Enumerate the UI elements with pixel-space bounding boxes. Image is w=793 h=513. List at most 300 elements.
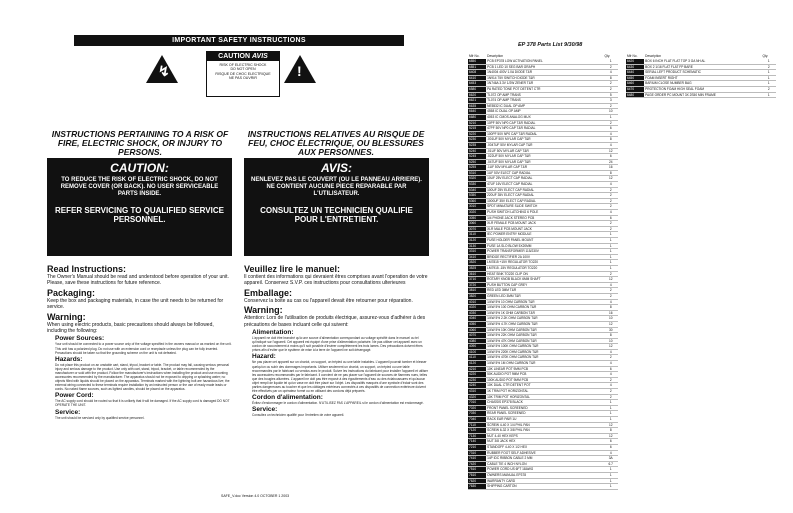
part-description: 1K TRIM POT HORIZONTAL [486,389,603,395]
part-quantity: 4 [603,142,618,148]
part-quantity: 6 [603,444,618,450]
part-number: 7410 [468,456,486,462]
part-number: 3070 [468,226,486,232]
part-number: 4210 [468,366,486,372]
table-row [468,484,618,490]
part-description: 10UF 25V ELECT CAP RADIAL [486,176,603,182]
part-number: 4010 [468,299,486,305]
part-description: PUSH SWITCH LATCHING 6 POLE [486,210,603,216]
part-quantity: 1 [761,92,776,98]
part-quantity: 2 [603,293,618,299]
part-number: 6480 [626,92,644,98]
part-description: PCB EP378 LOW ACTIVATION PANEL [486,59,603,64]
part-number: 4070 [468,333,486,339]
part-number: 6620 [468,92,486,98]
caution-label [206,51,280,97]
part-number: 6621 [468,98,486,104]
part-number: 4320 [468,394,486,400]
caution-label-line: RISK OF ELECTRIC SHOCK [219,63,267,67]
caution-label-head: CAUTION [218,53,251,60]
part-description: WARRANTY CARD [486,478,603,484]
part-quantity: 1 [603,478,618,484]
cord-title-fr: Cordon d'alimentation: [252,394,323,402]
part-quantity: 2 [603,377,618,383]
part-number: 7130 [468,433,486,439]
part-quantity: 4 [603,372,618,378]
part-number: 4040 [468,316,486,322]
part-quantity: 1 [603,484,618,490]
lightning-warning-icon: ↯ [146,55,178,83]
part-description: 1N914 75V SWITCH DIODE T&R [486,75,603,81]
avis-box-title: AVIS: [320,161,353,175]
part-number: 5310 [468,170,486,176]
part-quantity: 1 [603,265,618,271]
read-text: The Owner's Manual should be read and understood before operation of your unit. Please, save these instructions for future reference. [47,274,229,287]
hazards-title-fr: Hazard: [252,353,276,361]
part-number: 6851 [468,64,486,70]
parts-table-right [626,54,776,98]
part-number: 6408 [468,70,486,76]
part-description: FOAM INSERT RIGHT [644,75,761,81]
part-description: 1/4W 5% 2.2K OHM CARBON T&R [486,316,603,322]
part-number: 3610 [468,271,486,277]
part-description: 1/4W 5% 1K OHM CARBON T&R [486,310,603,316]
part-quantity: 4 [603,383,618,389]
part-description: PCB 1 LED 10 SEG BAR GRAPH [486,64,603,70]
part-number: 7210 [468,444,486,450]
part-description: 10K DUAL CTR DETENT POT [486,383,603,389]
cord-text: The AC supply cord should be routed so that it is unlikely that it will be damaged. If the AC supply cord is damaged DO NOT OPERATE THE UNIT. [55,399,230,408]
part-quantity: 2 [603,64,618,70]
parts-list-title: EP 378 Parts List 9/30/98 [518,42,583,48]
part-description: 1/4W 5% 470K OHM CARBON T&R [486,355,603,361]
part-quantity: 4 [603,182,618,188]
part-description: PAGE ORDER PC MOUNT 3X 2S50 MIN FRAME [644,92,761,98]
part-description: 1N746A 3.3V 1/2W ZENER T&R [486,81,603,87]
part-quantity: 1 [761,75,776,81]
part-quantity: 2 [603,187,618,193]
part-description: CABLE TIE 4 INCH NYLON [486,461,603,467]
part-quantity: 4 [603,349,618,355]
part-description: POWER CORD US 6FT 18AWG [486,467,603,473]
part-quantity: 1 [603,243,618,249]
part-quantity: 1 [603,114,618,120]
part-quantity: 1 [603,417,618,423]
part-number: 3130 [468,243,486,249]
part-quantity: 8 [603,305,618,311]
part-number: 3020 [468,210,486,216]
part-number: 4050 [468,321,486,327]
part-number: 6460 [626,81,644,87]
part-quantity: 2 [603,288,618,294]
part-number: 3120 [468,238,486,244]
part-description: 4558 IC DUAL OP AMP [486,109,603,115]
avis-box-text: NENLEVEZ PAS LE COUVERT (OU LE PANNEAU ARRIERE). NE CONTIENT AUCUNE PIECE REPARABLE PAR L'UTILISATEUR. [251,177,422,197]
part-quantity: 6 [603,215,618,221]
read-title: Read Instructions: [47,264,127,274]
part-description: STANDOFF 4-40 X 1/2 HEX [486,444,603,450]
part-description: 220UF 35V ELECT CAP RADIAL [486,193,603,199]
part-description: SPDT MINIATURE SLIDE SWITCH [486,204,603,210]
part-quantity: 1 [761,81,776,87]
part-number: 3310 [468,249,486,255]
hazards-text-fr: Ne pas placer cet appareil sur un chariot, un support, un trépied ou une table instables. L'appareil pourrait tomber et blesser quelqu'un ou subir des dommages importants. Utiliser seulement un chariot, un support, un trépied ou une table recommandés par le fabricant ou vendus avec le produit. Suivre les instructions du fabricant pour installer l'appareil et utiliser les accessoires recommandés par le fabricant. Il convient de ne pas placer sur l'appareil de sources de flammes nues, telles que des bougies allumées. L'appareil ne doit pas être exposé à des égouttements d'eau ou des éclaboussures et qu'aucun objet rempli de liquide tel qu'un vase ne doit être placé sur l'objet. Les dispositifs marqués d'une symbole d'éclair sont des parties dangereuses au toucher et que les câblages extérieurs connectés à ces dispositifs de connection extérieure doivent être effectivés par un opérateur formé ou en utilisant des cordons déjà préparés. [252,360,429,394]
part-description: RED LED 3MM T&R [486,288,603,294]
part-quantity: 8 [603,333,618,339]
part-number: 7610 [468,472,486,478]
part-description: 14P IDC RIBBON CABLE 2 MM [486,456,603,462]
warning-title-en: INSTRUCTIONS PERTAINING TO A RISK OF FIRE, ELECTRIC SHOCK, OR INJURY TO PERSONS. [51,129,229,157]
part-number: 7030 [468,411,486,417]
part-description: 1/4W 5% 4.7K OHM CARBON T&R [486,321,603,327]
part-number: 6430 [626,64,644,70]
part-number: 6420 [626,59,644,64]
caution-label-head-fr: AVIS [252,53,268,60]
header-pn: Mfr No. [469,54,480,58]
part-quantity: 8 [603,170,618,176]
read-title-fr: Veuillez lire le manuel: [244,264,341,274]
part-number: 3720 [468,282,486,288]
part-quantity: 24 [603,159,618,165]
part-description: 10K LINEAR POT 9MM PCB [486,366,603,372]
part-description: 47UF 16V ELECT CAP RADIAL [486,182,603,188]
part-description: 100K AUDIO POT 9MM PCB [486,377,603,383]
part-number: 7010 [468,400,486,406]
caution-box [47,158,232,256]
part-quantity: 1 [603,238,618,244]
part-quantity: 2 [603,86,618,92]
part-quantity: 4 [603,361,618,367]
part-description: CHASSIS EP378 BLACK [486,400,603,406]
part-number: 3810 [468,288,486,294]
part-number: 6450 [626,75,644,81]
service-text: The unit should be serviced only by qualified service personnel. [55,415,145,420]
part-description: XLR MALE PCB MOUNT JACK [486,226,603,232]
part-quantity: 4 [603,299,618,305]
part-description: TL074 OP AMP TRANS [486,98,603,104]
part-description: 1N4004 400V 1.0A DIODE T&R [486,70,603,76]
warning-title-fr: INSTRUCTIONS RELATIVES AU RISQUE DE FEU, CHOC ÉLECTRIQUE, OU BLESSURES AUX PERSONNES. [247,129,425,157]
part-number: 6410 [468,75,486,81]
service-title: Service: [55,408,81,416]
packaging-title-fr: Emballage: [244,287,293,298]
part-number: 6635 [468,103,486,109]
part-description: LM7915 -15V REGULATOR TO220 [486,265,603,271]
part-number: 7620 [468,478,486,484]
caution-box-title: CAUTION: [110,161,169,175]
part-description: BARIUM CLOSE NUMBER BAG [644,81,761,87]
part-number: 6580 [468,86,486,92]
part-description: 1UF 50V ELECT CAP RADIAL [486,170,603,176]
part-description: FRONT PANEL SCREENED [486,405,603,411]
part-description: 4053 IC CMOS ANALOG MUX [486,114,603,120]
part-number: 5330 [468,182,486,188]
part-number: 5210 [468,120,486,126]
part-number: 5350 [468,193,486,199]
part-number: 7630 [468,484,486,490]
part-quantity: 2 [603,355,618,361]
part-quantity: 10 [603,109,618,115]
part-quantity: 1 [603,467,618,473]
part-quantity: 12 [603,321,618,327]
part-quantity: 12 [603,433,618,439]
caution-box-text: TO REDUCE THE RISK OF ELECTRIC SHOCK, DO NOT REMOVE COVER (OR BACK). NO USER SERVICEABLE PARTS INSIDE. [60,177,219,197]
part-quantity: 1 [761,59,776,64]
header-qty: Qty. [604,54,611,58]
part-description: .022UF 50V MYLAR CAP T&R [486,154,603,160]
part-number: 7110 [468,422,486,428]
part-quantity: 2 [603,221,618,227]
part-description: XLR FEMALE PCB MOUNT JACK [486,221,603,227]
part-number: 4090 [468,344,486,350]
part-description: .047UF 50V MYLAR CAP T&R [486,159,603,165]
part-description: BOX 2 1/16 FLAT FLAT FP BARE [644,64,761,70]
part-quantity: 12 [603,344,618,350]
english-instructions [47,264,232,420]
power-title: Power Sources: [55,335,105,343]
part-description: .001UF 50V MYLAR CAP T&R [486,137,603,143]
packaging-text-fr: Conservez la boite au cas ou l'appareil devait être retourner pour réparation. [244,297,413,304]
parts-list-page [468,30,780,500]
read-text-fr: Il contient des informations qui devraient êtres comprises avant l'operation de votre appareil. Conservez S.V.P. ces instructions pour consultations ulterieures [244,274,428,287]
part-quantity: 1 [603,59,618,64]
power-text-fr: L'appareil ne doit être branché qu'à une source d'alimentation correspondant au voltage spécifié dans le manuel ou tel qu'indiqué sur l'appareil. Cet appareil est équipé d'une prise d'alimentation polarisée. Ne pas utiliser cet appareil avec un cordon de raccordement à moins qu'il soit possible d'insérer complètement les trois lames. Des précautions doivent êtres prises afin d'eviter que le système de mise à la terre de l'appareil ne soit désengagé. [252,336,423,353]
part-number: 3410 [468,254,486,260]
part-quantity: 6 [603,154,618,160]
part-number: 5215 [468,126,486,132]
part-description: FUSE HOLDER PANEL MOUNT [486,238,603,244]
caution-label-line: DO NOT OPEN [230,67,256,72]
part-quantity: 1 [603,232,618,238]
part-quantity: 2 [603,193,618,199]
part-number: 6640 [468,109,486,115]
part-quantity: 6 [603,366,618,372]
part-description: PROTECTION FOAM HIGH SEAL FOAM [644,86,761,92]
part-quantity: 16 [603,310,618,316]
part-number: 3820 [468,293,486,299]
part-description: TL072 OP AMP TRANS [486,92,603,98]
part-number: 4240 [468,383,486,389]
part-number: 4220 [468,372,486,378]
part-description: 10K TRIM POT HORIZONTAL [486,394,603,400]
part-description: 1/4W 5% 1M OHM CARBON T&R [486,361,603,367]
part-quantity: 2 [603,204,618,210]
warning-title: Warning: [47,311,86,322]
hazards-text: Do not place this product on an unstable cart, stand, tripod, bracket or table. The product may fall, causing serious personal injury and serious damage to the product. Use only with cart, stand, tripod, bracket, or table recommended by the manufacturer or sold with the product. Follow the manufacturer's instructions when installing the product and use mounting accessories recommended by the manufacturer. The apparatus should not be exposed to dripping or splashing water; no objects filled with liquids should be placed on the apparatus. Terminals marked with the lightning bolt are hazardous live; the external wiring connected to these terminals require installation by an instructed person or the use of ready made leads or cords. No naked flame sources, such as lighted candles, should be placed on the apparatus. [55,362,230,392]
part-quantity: 1 [603,411,618,417]
part-description: RUBBER FOOT SELF ADHESIVE [486,450,603,456]
part-description: 100UF 25V ELECT CAP RADIAL [486,187,603,193]
part-description: PUSH BUTTON CAP GREY [486,282,603,288]
part-description: 50K AUDIO POT 9MM PCB [486,372,603,378]
part-description: SCREW 4-40 X 1/4 PHIL PAN [486,422,603,428]
part-quantity: 4 [603,131,618,137]
part-quantity: 3A [603,456,618,462]
part-number: 6440 [626,70,644,76]
part-quantity: 5 [603,92,618,98]
part-quantity: 6 [603,439,618,445]
part-quantity: 2 [761,86,776,92]
part-number: 3060 [468,221,486,227]
part-quantity: 1 [761,70,776,76]
part-description: NUT 4-40 HEX KEPS [486,433,603,439]
part-description: 1/4 PHONE JACK STEREO PCB [486,215,603,221]
header-desc: Description [487,54,504,58]
part-description: SERIAL LEFT PRODUCT SCHEMATIC [644,70,761,76]
part-number: 3710 [468,277,486,283]
part-description: 1000UF 35V ELECT CAP RADIAL [486,198,603,204]
avis-box-refer: CONSULTEZ UN TECHNICIEN QUALIFIE POUR L'ENTRETIENT. [260,206,413,224]
part-quantity: 10 [603,338,618,344]
part-quantity: 4 [603,282,618,288]
part-description: 1/4W 5% 47K OHM CARBON T&R [486,338,603,344]
part-description: .01UF 50V MYLAR CAP T&R [486,148,603,154]
part-description: .1UF 50V MYLAR CAP T&R [486,165,603,171]
part-number: 3520 [468,260,486,266]
table-row [626,92,776,98]
part-quantity: 12 [603,422,618,428]
part-number: 7510 [468,467,486,473]
part-number: 4020 [468,305,486,311]
part-quantity: 1 [603,249,618,255]
part-number: 4230 [468,377,486,383]
part-number: 4120 [468,361,486,367]
header-qty: Qty. [762,54,769,58]
page-footer: SAFE_V.doc Version 4.0 OCTOBER 1 2003 [221,494,290,498]
part-quantity: 1 [603,260,618,266]
part-number: 6453 [468,81,486,87]
part-description: .0047UF 50V MYLAR CAP T&R [486,142,603,148]
parts-table-left [468,54,618,490]
part-number: 3525 [468,265,486,271]
part-quantity: 1 [603,472,618,478]
part-description: SCREW 6-32 X 3/8 PHIL PAN [486,428,603,434]
warning-title-fr: Warning: [244,305,283,316]
caution-box-refer: REFER SERVICING TO QUALIFIED SERVICE PERSONNEL. [55,206,224,224]
part-number: 5220 [468,131,486,137]
part-quantity: 2 [603,81,618,87]
packaging-title: Packaging: [47,287,96,298]
part-description: 1/4W 5% 10K OHM CARBON T&R [486,327,603,333]
part-description: PA RATED TONE POT DETENT CTR [486,86,603,92]
part-quantity: 16 [603,165,618,171]
part-description: 1/4W 5% 100 OHM CARBON T&R [486,305,603,311]
part-quantity: 1 [603,254,618,260]
part-quantity: 4 [603,450,618,456]
part-description: FUSE 1A SLO BLOW 5X20MM [486,243,603,249]
safety-instructions-page [41,30,437,500]
part-quantity: 8 [603,75,618,81]
part-number: 5250 [468,159,486,165]
part-number: 5240 [468,148,486,154]
part-number: 7120 [468,428,486,434]
part-description: HEAT SINK TO220 CLIP ON [486,271,603,277]
part-number: 4100 [468,349,486,355]
part-number: 3110 [468,232,486,238]
power-text: Your unit should be connected to a power source only of the voltage specified in the owners manual or as marked on the unit. This unit has a polarized plug. Do not use with an extension cord or receptacle unless the plug can be fully inserted. Precautions should be taken so that the grounding scheme on the unit is not defeated. [55,342,232,355]
warning-icons-row [41,51,437,103]
cord-text-fr: Évitez d'endommager le cordon d'alimentation. N'UTILISEZ PAS L'APPAREIL si le cordon d'alimentation est endommagé. [252,401,424,406]
part-description: 1/4W 5% 100K OHM CARBON T&R [486,344,603,350]
part-description: BRIDGE RECTIFIER 2A 100V [486,254,603,260]
part-quantity: 4 [603,70,618,76]
part-quantity: 2 [603,103,618,109]
service-text-fr: Consultez un technicien qualifié pour l'entretien de votre appareil. [252,413,345,418]
part-description: POWER TRANSFORMER 115/230V [486,249,603,255]
part-number: 7140 [468,439,486,445]
part-quantity: 1 [603,405,618,411]
part-description: REAR PANEL SCREENED [486,411,603,417]
part-number: 4030 [468,310,486,316]
part-number: 7310 [468,450,486,456]
part-quantity: 3 [603,98,618,104]
header-desc: Description [645,54,662,58]
part-description: 47PF 50V NP0 CAP T&R RADIAL [486,126,603,132]
part-number: 6470 [626,86,644,92]
service-title-fr: Service: [252,406,278,414]
part-description: OWNERS MANUAL EP378 [486,472,603,478]
part-description: NE5532 IC DUAL OP AMP [486,103,603,109]
part-number: 6680 [468,114,486,120]
part-description: NUT 3/8 JACK HEX [486,439,603,445]
part-description: BOX 6 INCH FLAT FLAT TOP 3 GA NH AL [644,59,761,64]
part-number: 4110 [468,355,486,361]
part-number: 5255 [468,165,486,171]
part-number: 4310 [468,389,486,395]
avis-box [244,158,429,256]
caution-label-line: NE PAS OUVRIR [229,76,257,81]
exclamation-warning-icon: ! [284,55,316,83]
part-quantity: 6 [603,126,618,132]
power-title-fr: Alimentation: [252,329,294,337]
part-description: 10PF 50V NP0 CAP T&R RADIAL [486,120,603,126]
part-description: 1/4W 5% 220K OHM CARBON T&R [486,349,603,355]
part-quantity: 2 [603,389,618,395]
french-instructions [244,264,429,417]
part-description: LM7815 +15V REGULATOR TO220 [486,260,603,266]
part-number: 5230 [468,137,486,143]
part-number: 7040 [468,417,486,423]
part-quantity: 12 [603,277,618,283]
part-number: 3010 [468,204,486,210]
part-quantity: 12 [603,148,618,154]
part-number: 6850 [468,59,486,64]
part-quantity: 4 [603,210,618,216]
part-quantity: 2 [603,198,618,204]
part-number: 5320 [468,176,486,182]
part-number: 7420 [468,461,486,467]
part-number: 3050 [468,215,486,221]
part-number: 5360 [468,198,486,204]
packaging-text: Keep the box and packaging materials, in case the unit needs to be returned for service. [47,297,224,311]
part-quantity: 10 [603,316,618,322]
part-quantity: 12 [603,176,618,182]
hazards-title: Hazards: [55,355,83,363]
part-quantity: 8 [603,137,618,143]
part-quantity: 2 [603,271,618,277]
part-quantity: 6.7 [603,461,618,467]
cord-title: Power Cord: [55,392,94,400]
warning-text: When using electric products, basic precautions should always be followed, including the following: [47,321,214,335]
part-quantity: 1 [603,400,618,406]
part-description: ROTARY KNOB BLACK 6MM SHAFT [486,277,603,283]
part-number: 4060 [468,327,486,333]
part-number: 7020 [468,405,486,411]
part-description: GREEN LED 3MM T&R [486,293,603,299]
part-description: 100PF 50V NP0 CAP T&R RADIAL [486,131,603,137]
part-description: 1/4W 5% 10 OHM CARBON T&R [486,299,603,305]
part-description: IEC POWER ENTRY MODULE [486,232,603,238]
